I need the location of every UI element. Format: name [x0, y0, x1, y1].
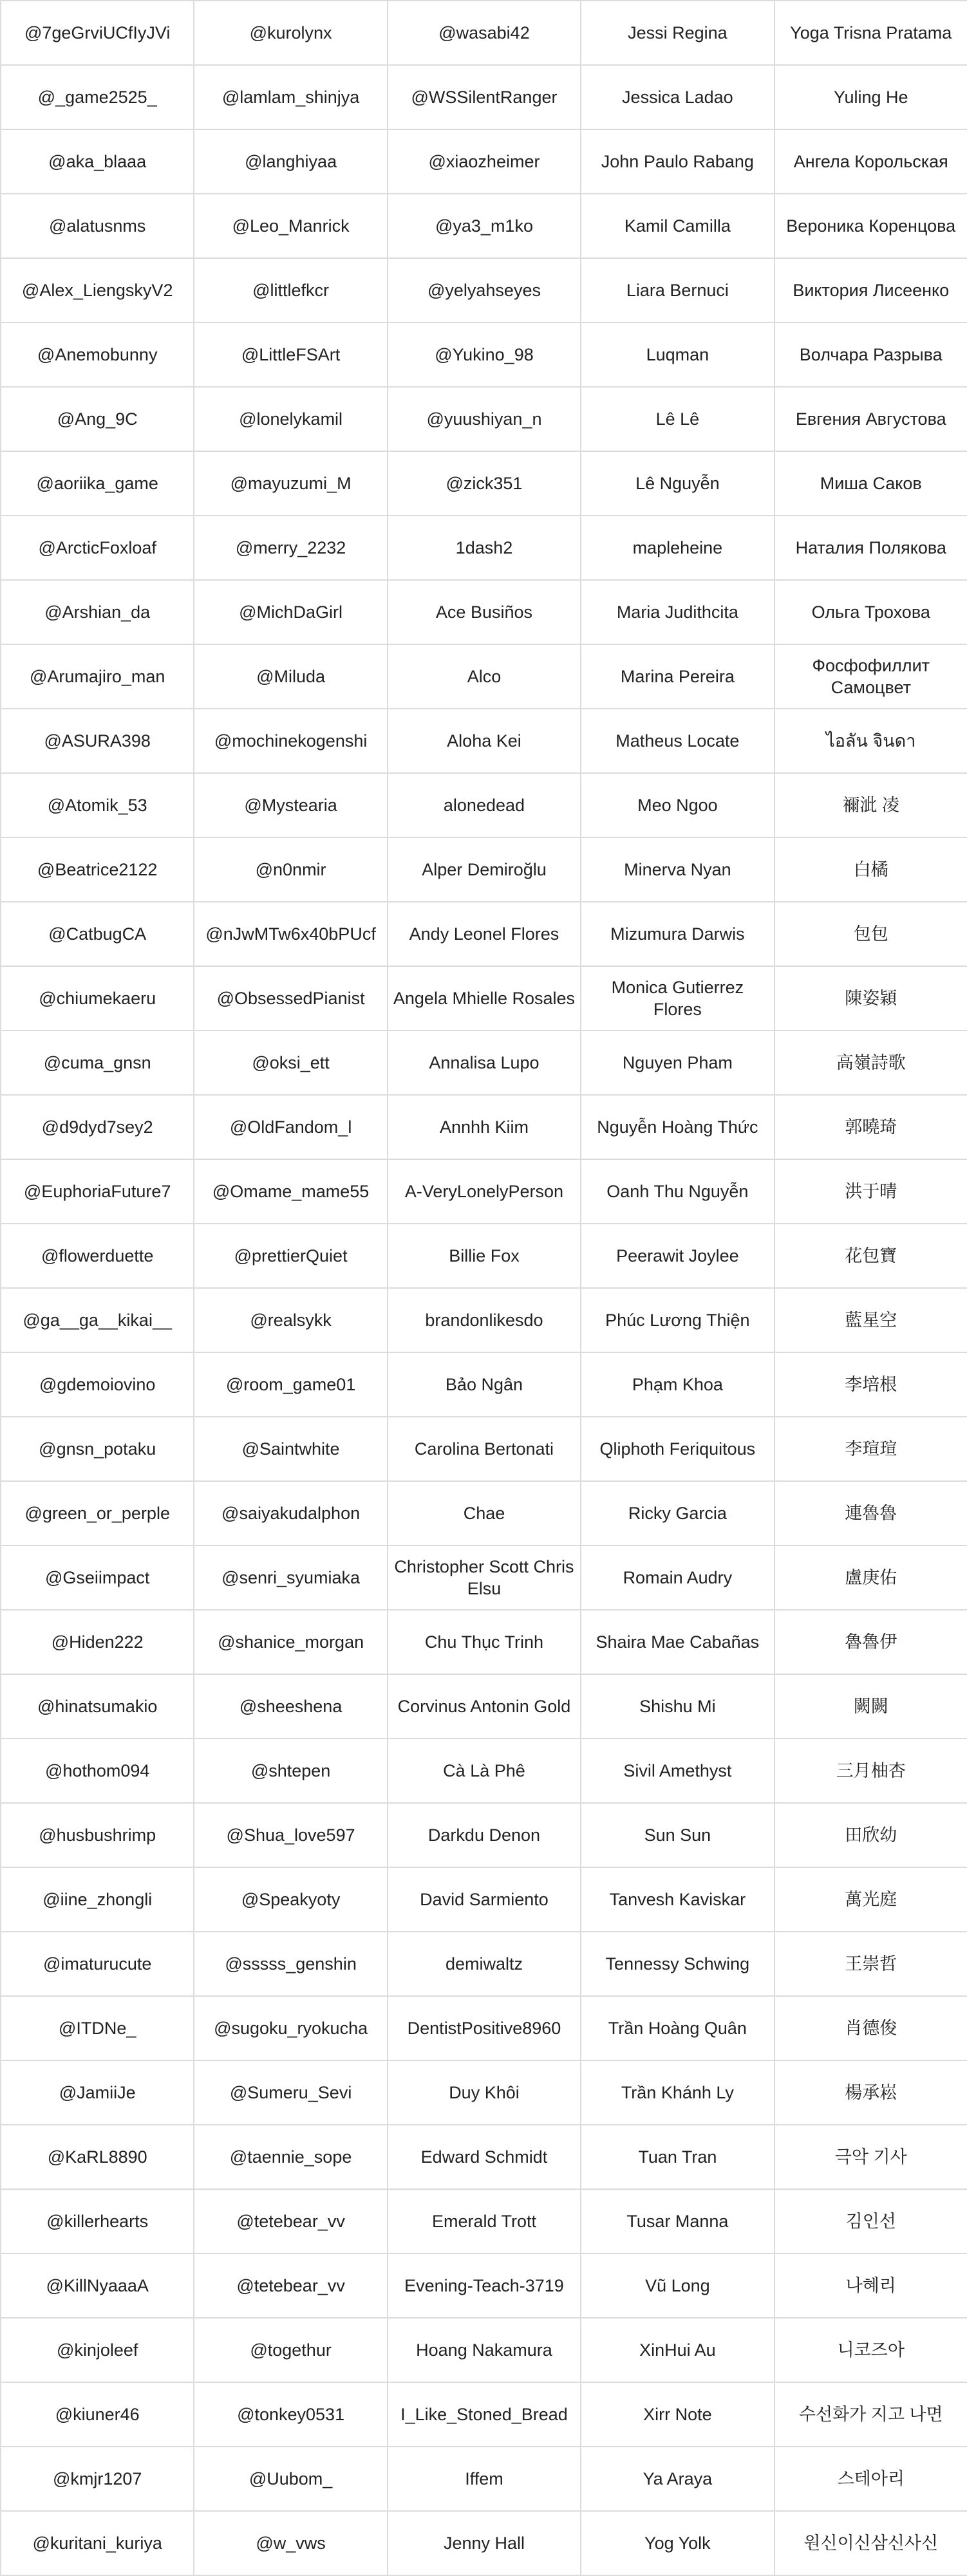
name-cell: @littlefkcr — [194, 258, 387, 322]
name-cell: 花包寶 — [775, 1224, 967, 1288]
name-cell: Hoang Nakamura — [388, 2318, 581, 2382]
name-cell: John Paulo Rabang — [581, 129, 774, 194]
name-cell: @hinatsumakio — [1, 1674, 194, 1739]
name-cell: Tanvesh Kaviskar — [581, 1867, 774, 1932]
name-cell: I_Like_Stoned_Bread — [388, 2382, 581, 2447]
name-cell: @iine_zhongli — [1, 1867, 194, 1932]
name-cell: Фосфофиллит Самоцвет — [775, 644, 967, 709]
name-cell: @Miluda — [194, 644, 387, 709]
name-cell: Iffem — [388, 2447, 581, 2511]
name-cell: @shanice_morgan — [194, 1610, 387, 1674]
name-cell: 闕闕 — [775, 1674, 967, 1739]
name-cell: 楊承崧 — [775, 2060, 967, 2125]
name-cell: @kmjr1207 — [1, 2447, 194, 2511]
name-cell: 洪于晴 — [775, 1159, 967, 1224]
name-cell: 高嶺詩歌 — [775, 1031, 967, 1095]
table-row — [1, 1095, 967, 1159]
name-cell: Волчара Разрыва — [775, 322, 967, 387]
name-cell: @shtepen — [194, 1739, 387, 1803]
name-cell: @killerhearts — [1, 2189, 194, 2254]
table-row — [1, 1031, 967, 1095]
name-cell: Meo Ngoo — [581, 773, 774, 837]
name-cell: Liara Bernuci — [581, 258, 774, 322]
table-row — [1, 258, 967, 322]
name-cell: @kuritani_kuriya — [1, 2511, 194, 2575]
name-cell: @yuushiyan_n — [388, 387, 581, 451]
name-cell: @senri_syumiaka — [194, 1545, 387, 1610]
name-cell: @Gseiimpact — [1, 1545, 194, 1610]
name-cell: 스테아리 — [775, 2447, 967, 2511]
name-cell: @Yukino_98 — [388, 322, 581, 387]
name-cell: 連魯魯 — [775, 1481, 967, 1545]
name-cell: @Arshian_da — [1, 580, 194, 644]
name-cell: @imaturucute — [1, 1932, 194, 1996]
name-cell: @cuma_gnsn — [1, 1031, 194, 1095]
name-cell: @realsykk — [194, 1288, 387, 1352]
name-cell: @Uubom_ — [194, 2447, 387, 2511]
name-cell: 나혜리 — [775, 2254, 967, 2318]
name-cell: 陳姿穎 — [775, 966, 967, 1031]
name-cell: @KillNyaaaA — [1, 2254, 194, 2318]
name-cell: Tuan Tran — [581, 2125, 774, 2189]
name-cell: @tonkey0531 — [194, 2382, 387, 2447]
credits-table-body — [1, 1, 967, 2575]
name-cell: @Hiden222 — [1, 1610, 194, 1674]
table-row — [1, 1224, 967, 1288]
table-row — [1, 2511, 967, 2575]
name-cell: @saiyakudalphon — [194, 1481, 387, 1545]
name-cell: Nguyen Pham — [581, 1031, 774, 1095]
name-cell: DentistPositive8960 — [388, 1996, 581, 2060]
table-row — [1, 129, 967, 194]
name-cell: Shishu Mi — [581, 1674, 774, 1739]
table-row — [1, 580, 967, 644]
name-cell: Chu Thục Trinh — [388, 1610, 581, 1674]
name-cell: @chiumekaeru — [1, 966, 194, 1031]
name-cell: Christopher Scott Chris Elsu — [388, 1545, 581, 1610]
name-cell: 肖德俊 — [775, 1996, 967, 2060]
name-cell: Ангела Корольская — [775, 129, 967, 194]
name-cell: 三月柚杏 — [775, 1739, 967, 1803]
table-row — [1, 1, 967, 65]
table-row — [1, 773, 967, 837]
name-cell: @ObsessedPianist — [194, 966, 387, 1031]
name-cell: Ace Busiños — [388, 580, 581, 644]
table-row — [1, 451, 967, 516]
name-cell: 白橘 — [775, 837, 967, 902]
name-cell: @Alex_LiengskyV2 — [1, 258, 194, 322]
name-cell: @kurolynx — [194, 1, 387, 65]
name-cell: Trần Hoàng Quân — [581, 1996, 774, 2060]
name-cell: 郭曉琦 — [775, 1095, 967, 1159]
name-cell: Oanh Thu Nguyễn — [581, 1159, 774, 1224]
name-cell: @Omame_mame55 — [194, 1159, 387, 1224]
name-cell: @d9dyd7sey2 — [1, 1095, 194, 1159]
name-cell: @lonelykamil — [194, 387, 387, 451]
name-cell: @oksi_ett — [194, 1031, 387, 1095]
name-cell: @KaRL8890 — [1, 2125, 194, 2189]
name-cell: @CatbugCA — [1, 902, 194, 966]
name-cell: @flowerduette — [1, 1224, 194, 1288]
name-cell: @alatusnms — [1, 194, 194, 258]
name-cell: Вероника Коренцова — [775, 194, 967, 258]
name-cell: 니코즈아 — [775, 2318, 967, 2382]
name-cell: Sun Sun — [581, 1803, 774, 1867]
table-row — [1, 902, 967, 966]
name-cell: @zick351 — [388, 451, 581, 516]
name-cell: Yuling He — [775, 65, 967, 129]
name-cell: @ASURA398 — [1, 709, 194, 773]
name-cell: Billie Fox — [388, 1224, 581, 1288]
name-cell: Annalisa Lupo — [388, 1031, 581, 1095]
name-cell: Peerawit Joylee — [581, 1224, 774, 1288]
name-cell: @kinjoleef — [1, 2318, 194, 2382]
name-cell: Lê Nguyễn — [581, 451, 774, 516]
table-row — [1, 837, 967, 902]
name-cell: Chae — [388, 1481, 581, 1545]
name-cell: XinHui Au — [581, 2318, 774, 2382]
name-cell: 李瑄瑄 — [775, 1417, 967, 1481]
name-cell: Maria Judithcita — [581, 580, 774, 644]
name-cell: Cà Là Phê — [388, 1739, 581, 1803]
name-cell: Ricky Garcia — [581, 1481, 774, 1545]
name-cell: @Arumajiro_man — [1, 644, 194, 709]
name-cell: ไอลัน จินดา — [775, 709, 967, 773]
name-cell: @tetebear_vv — [194, 2254, 387, 2318]
name-cell: 禰泚 凌 — [775, 773, 967, 837]
name-cell: @Speakyoty — [194, 1867, 387, 1932]
name-cell: Alco — [388, 644, 581, 709]
name-cell: brandonlikesdo — [388, 1288, 581, 1352]
name-cell: Phúc Lương Thiện — [581, 1288, 774, 1352]
name-cell: @langhiyaa — [194, 129, 387, 194]
name-cell: @Leo_Manrick — [194, 194, 387, 258]
name-cell: Evening-Teach-3719 — [388, 2254, 581, 2318]
name-cell: Tennessy Schwing — [581, 1932, 774, 1996]
name-cell: Monica Gutierrez Flores — [581, 966, 774, 1031]
table-row — [1, 709, 967, 773]
name-cell: 魯魯伊 — [775, 1610, 967, 1674]
name-cell: 藍星空 — [775, 1288, 967, 1352]
name-cell: @tetebear_vv — [194, 2189, 387, 2254]
name-cell: @WSSilentRanger — [388, 65, 581, 129]
name-cell: @MichDaGirl — [194, 580, 387, 644]
name-cell: @Shua_love597 — [194, 1803, 387, 1867]
name-cell: @ITDNe_ — [1, 1996, 194, 2060]
name-cell: @JamiiJe — [1, 2060, 194, 2125]
name-cell: alonedead — [388, 773, 581, 837]
name-cell: 수선화가 지고 나면 — [775, 2382, 967, 2447]
table-row — [1, 387, 967, 451]
name-cell: @Mystearia — [194, 773, 387, 837]
name-cell: Alper Demiroğlu — [388, 837, 581, 902]
name-cell: 萬光庭 — [775, 1867, 967, 1932]
name-cell: Ya Araya — [581, 2447, 774, 2511]
name-cell: @sheeshena — [194, 1674, 387, 1739]
table-row — [1, 1867, 967, 1932]
name-cell: Наталия Полякова — [775, 516, 967, 580]
name-cell: Trần Khánh Ly — [581, 2060, 774, 2125]
name-cell: @Atomik_53 — [1, 773, 194, 837]
name-cell: 田欣幼 — [775, 1803, 967, 1867]
table-row — [1, 1674, 967, 1739]
name-cell: Darkdu Denon — [388, 1803, 581, 1867]
name-cell: @sssss_genshin — [194, 1932, 387, 1996]
table-row — [1, 2254, 967, 2318]
table-row — [1, 194, 967, 258]
name-cell: @w_vws — [194, 2511, 387, 2575]
name-cell: @togethur — [194, 2318, 387, 2382]
table-row — [1, 1352, 967, 1417]
name-cell: @Beatrice2122 — [1, 837, 194, 902]
table-row — [1, 1159, 967, 1224]
name-cell: Annhh Kiim — [388, 1095, 581, 1159]
name-cell: @prettierQuiet — [194, 1224, 387, 1288]
name-cell: @taennie_sope — [194, 2125, 387, 2189]
name-cell: Qliphoth Feriquitous — [581, 1417, 774, 1481]
name-cell: Andy Leonel Flores — [388, 902, 581, 966]
name-cell: Emerald Trott — [388, 2189, 581, 2254]
table-row — [1, 1739, 967, 1803]
name-cell: @mayuzumi_M — [194, 451, 387, 516]
name-cell: 원신이신삼신사신 — [775, 2511, 967, 2575]
name-cell: Sivil Amethyst — [581, 1739, 774, 1803]
name-cell: @sugoku_ryokucha — [194, 1996, 387, 2060]
name-cell: @ya3_m1ko — [388, 194, 581, 258]
name-cell: Marina Pereira — [581, 644, 774, 709]
table-row — [1, 1803, 967, 1867]
table-row — [1, 1545, 967, 1610]
table-row — [1, 1932, 967, 1996]
name-cell: Lê Lê — [581, 387, 774, 451]
name-cell: 김인선 — [775, 2189, 967, 2254]
name-cell: @xiaozheimer — [388, 129, 581, 194]
name-cell: @Anemobunny — [1, 322, 194, 387]
name-cell: @nJwMTw6x40bPUcf — [194, 902, 387, 966]
table-row — [1, 322, 967, 387]
name-cell: @n0nmir — [194, 837, 387, 902]
name-cell: Carolina Bertonati — [388, 1417, 581, 1481]
name-cell: @husbushrimp — [1, 1803, 194, 1867]
name-cell: @yelyahseyes — [388, 258, 581, 322]
name-cell: @wasabi42 — [388, 1, 581, 65]
name-cell: 李培根 — [775, 1352, 967, 1417]
name-cell: Миша Саков — [775, 451, 967, 516]
name-cell: @green_or_perple — [1, 1481, 194, 1545]
name-cell: Kamil Camilla — [581, 194, 774, 258]
table-row — [1, 1481, 967, 1545]
name-cell: @lamlam_shinjya — [194, 65, 387, 129]
name-cell: Виктория Лисеенко — [775, 258, 967, 322]
name-cell: @room_game01 — [194, 1352, 387, 1417]
name-cell: 극악 기사 — [775, 2125, 967, 2189]
name-cell: mapleheine — [581, 516, 774, 580]
name-cell: @Saintwhite — [194, 1417, 387, 1481]
name-cell: @Sumeru_Sevi — [194, 2060, 387, 2125]
name-cell: Duy Khôi — [388, 2060, 581, 2125]
name-cell: @gdemoiovino — [1, 1352, 194, 1417]
name-cell: Xirr Note — [581, 2382, 774, 2447]
name-cell: @ArcticFoxloaf — [1, 516, 194, 580]
table-row — [1, 1288, 967, 1352]
table-row — [1, 2382, 967, 2447]
name-cell: Yog Yolk — [581, 2511, 774, 2575]
name-cell: Jenny Hall — [388, 2511, 581, 2575]
name-cell: Ольга Трохова — [775, 580, 967, 644]
name-cell: @ga__ga__kikai__ — [1, 1288, 194, 1352]
name-cell: @gnsn_potaku — [1, 1417, 194, 1481]
name-cell: @hothom094 — [1, 1739, 194, 1803]
table-row — [1, 1417, 967, 1481]
table-row — [1, 2189, 967, 2254]
name-cell: @LittleFSArt — [194, 322, 387, 387]
table-row — [1, 966, 967, 1031]
name-cell: 包包 — [775, 902, 967, 966]
name-cell: Vũ Long — [581, 2254, 774, 2318]
name-cell: Aloha Kei — [388, 709, 581, 773]
table-row — [1, 2060, 967, 2125]
name-cell: Shaira Mae Cabañas — [581, 1610, 774, 1674]
name-cell: David Sarmiento — [388, 1867, 581, 1932]
name-cell: Tusar Manna — [581, 2189, 774, 2254]
name-cell: demiwaltz — [388, 1932, 581, 1996]
name-cell: @7geGrviUCfIyJVi — [1, 1, 194, 65]
name-cell: @EuphoriaFuture7 — [1, 1159, 194, 1224]
name-cell: Corvinus Antonin Gold — [388, 1674, 581, 1739]
name-cell: Matheus Locate — [581, 709, 774, 773]
table-row — [1, 2125, 967, 2189]
table-row — [1, 65, 967, 129]
name-cell: @kiuner46 — [1, 2382, 194, 2447]
name-cell: @_game2525_ — [1, 65, 194, 129]
name-cell: A-VeryLonelyPerson — [388, 1159, 581, 1224]
name-cell: Angela Mhielle Rosales — [388, 966, 581, 1031]
name-cell: @Ang_9C — [1, 387, 194, 451]
table-row — [1, 2318, 967, 2382]
table-row — [1, 1610, 967, 1674]
name-cell: Yoga Trisna Pratama — [775, 1, 967, 65]
name-cell: Bảo Ngân — [388, 1352, 581, 1417]
name-cell: 1dash2 — [388, 516, 581, 580]
name-cell: @aoriika_game — [1, 451, 194, 516]
name-cell: Евгения Августова — [775, 387, 967, 451]
name-cell: Minerva Nyan — [581, 837, 774, 902]
table-row — [1, 644, 967, 709]
name-cell: Phạm Khoa — [581, 1352, 774, 1417]
name-cell: Mizumura Darwis — [581, 902, 774, 966]
name-cell: Jessi Regina — [581, 1, 774, 65]
name-cell: Edward Schmidt — [388, 2125, 581, 2189]
name-cell: Nguyễn Hoàng Thức — [581, 1095, 774, 1159]
table-row — [1, 1996, 967, 2060]
name-cell: 王崇哲 — [775, 1932, 967, 1996]
name-cell: @aka_blaaa — [1, 129, 194, 194]
name-cell: 盧庚佑 — [775, 1545, 967, 1610]
name-cell: Jessica Ladao — [581, 65, 774, 129]
table-row — [1, 516, 967, 580]
table-row — [1, 2447, 967, 2511]
name-cell: @mochinekogenshi — [194, 709, 387, 773]
name-cell: Luqman — [581, 322, 774, 387]
name-cell: Romain Audry — [581, 1545, 774, 1610]
name-cell: @OldFandom_l — [194, 1095, 387, 1159]
name-cell: @merry_2232 — [194, 516, 387, 580]
